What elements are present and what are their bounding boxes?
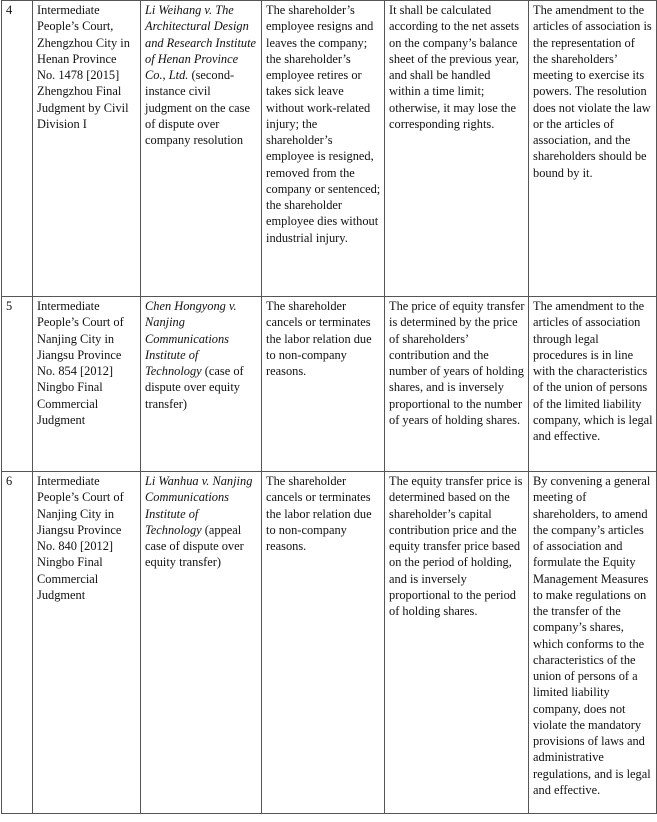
- conditions-cell: The shareholder’s employee resigns and leaves the company; the shareholder’s employee retires or takes sick leave without work-related injury; the shareholder’s employee is resigned, removed from the company or sentenced; the shareholder employee dies without industrial injury.: [262, 1, 385, 297]
- case-cell: [141, 472, 262, 814]
- row-number: 5: [2, 297, 33, 472]
- reason-cell: The amendment to the articles of association through legal procedures is in line with the characteristics of the union of persons of the limited liability company, which is legal and effective.: [529, 297, 657, 472]
- court-cell: Intermediate People’s Court of Nanjing City in Jiangsu Province No. 840 [2012] Ningbo Final Commercial Judgment: [33, 472, 141, 814]
- case-name: Li Wanhua v. Nanjing Communications Institute of Technology: [145, 474, 253, 537]
- case-name: Li Weihang v. The Architectural Design and Research Institute of Henan Province Co., Ltd.: [145, 3, 257, 82]
- price-cell: The price of equity transfer is determined by the price of shareholders’ contribution and the number of years of holding shares, and is inversely proportional to the number of years of holding shares.: [385, 297, 529, 472]
- conditions-cell: The shareholder cancels or terminates the labor relation due to non-company reasons.: [262, 472, 385, 814]
- table-row: [2, 1, 657, 297]
- case-note: (case of dispute over equity transfer): [145, 364, 244, 411]
- table-row: [2, 472, 657, 814]
- case-table: [1, 0, 657, 814]
- row-number: 4: [2, 1, 33, 297]
- row-number: 6: [2, 472, 33, 814]
- conditions-cell: The shareholder cancels or terminates the labor relation due to non-company reasons.: [262, 297, 385, 472]
- table-row: [2, 297, 657, 472]
- price-cell: The equity transfer price is determined based on the shareholder’s capital contribution price and the equity transfer price based on the period of holding, and is inversely proportional to the period of holding shares.: [385, 472, 529, 814]
- case-cell: [141, 297, 262, 472]
- case-cell: [141, 1, 262, 297]
- case-name: Chen Hongyong v. Nanjing Communications Institute of Technology: [145, 299, 237, 378]
- reason-cell: The amendment to the articles of association is the representation of the shareholders’ meeting to exercise its powers. The resolution does not violate the law or the articles of association, and the shareholders should be bound by it.: [529, 1, 657, 297]
- price-cell: It shall be calculated according to the net assets on the company’s balance sheet of the previous year, and shall be handled within a time limit; otherwise, it may lose the corresponding rights.: [385, 1, 529, 297]
- court-cell: Intermediate People’s Court of Nanjing City in Jiangsu Province No. 854 [2012] Ningbo Final Commercial Judgment: [33, 297, 141, 472]
- court-cell: Intermediate People’s Court, Zhengzhou City in Henan Province No. 1478 [2015] Zhengzhou Final Judgment by Civil Division I: [33, 1, 141, 297]
- reason-cell: By convening a general meeting of shareholders, to amend the company’s articles of association and formulate the Equity Management Measures to make regulations on the transfer of the company’s shares, which conforms to the characteristics of the union of persons of a limited liability company, does not violate the mandatory provisions of laws and administrative regulations, and is legal and effective.: [529, 472, 657, 814]
- case-note: (appeal case of dispute over equity transfer): [145, 522, 244, 570]
- case-note: (second-instance civil judgment on the case of dispute over company resolution: [145, 68, 250, 147]
